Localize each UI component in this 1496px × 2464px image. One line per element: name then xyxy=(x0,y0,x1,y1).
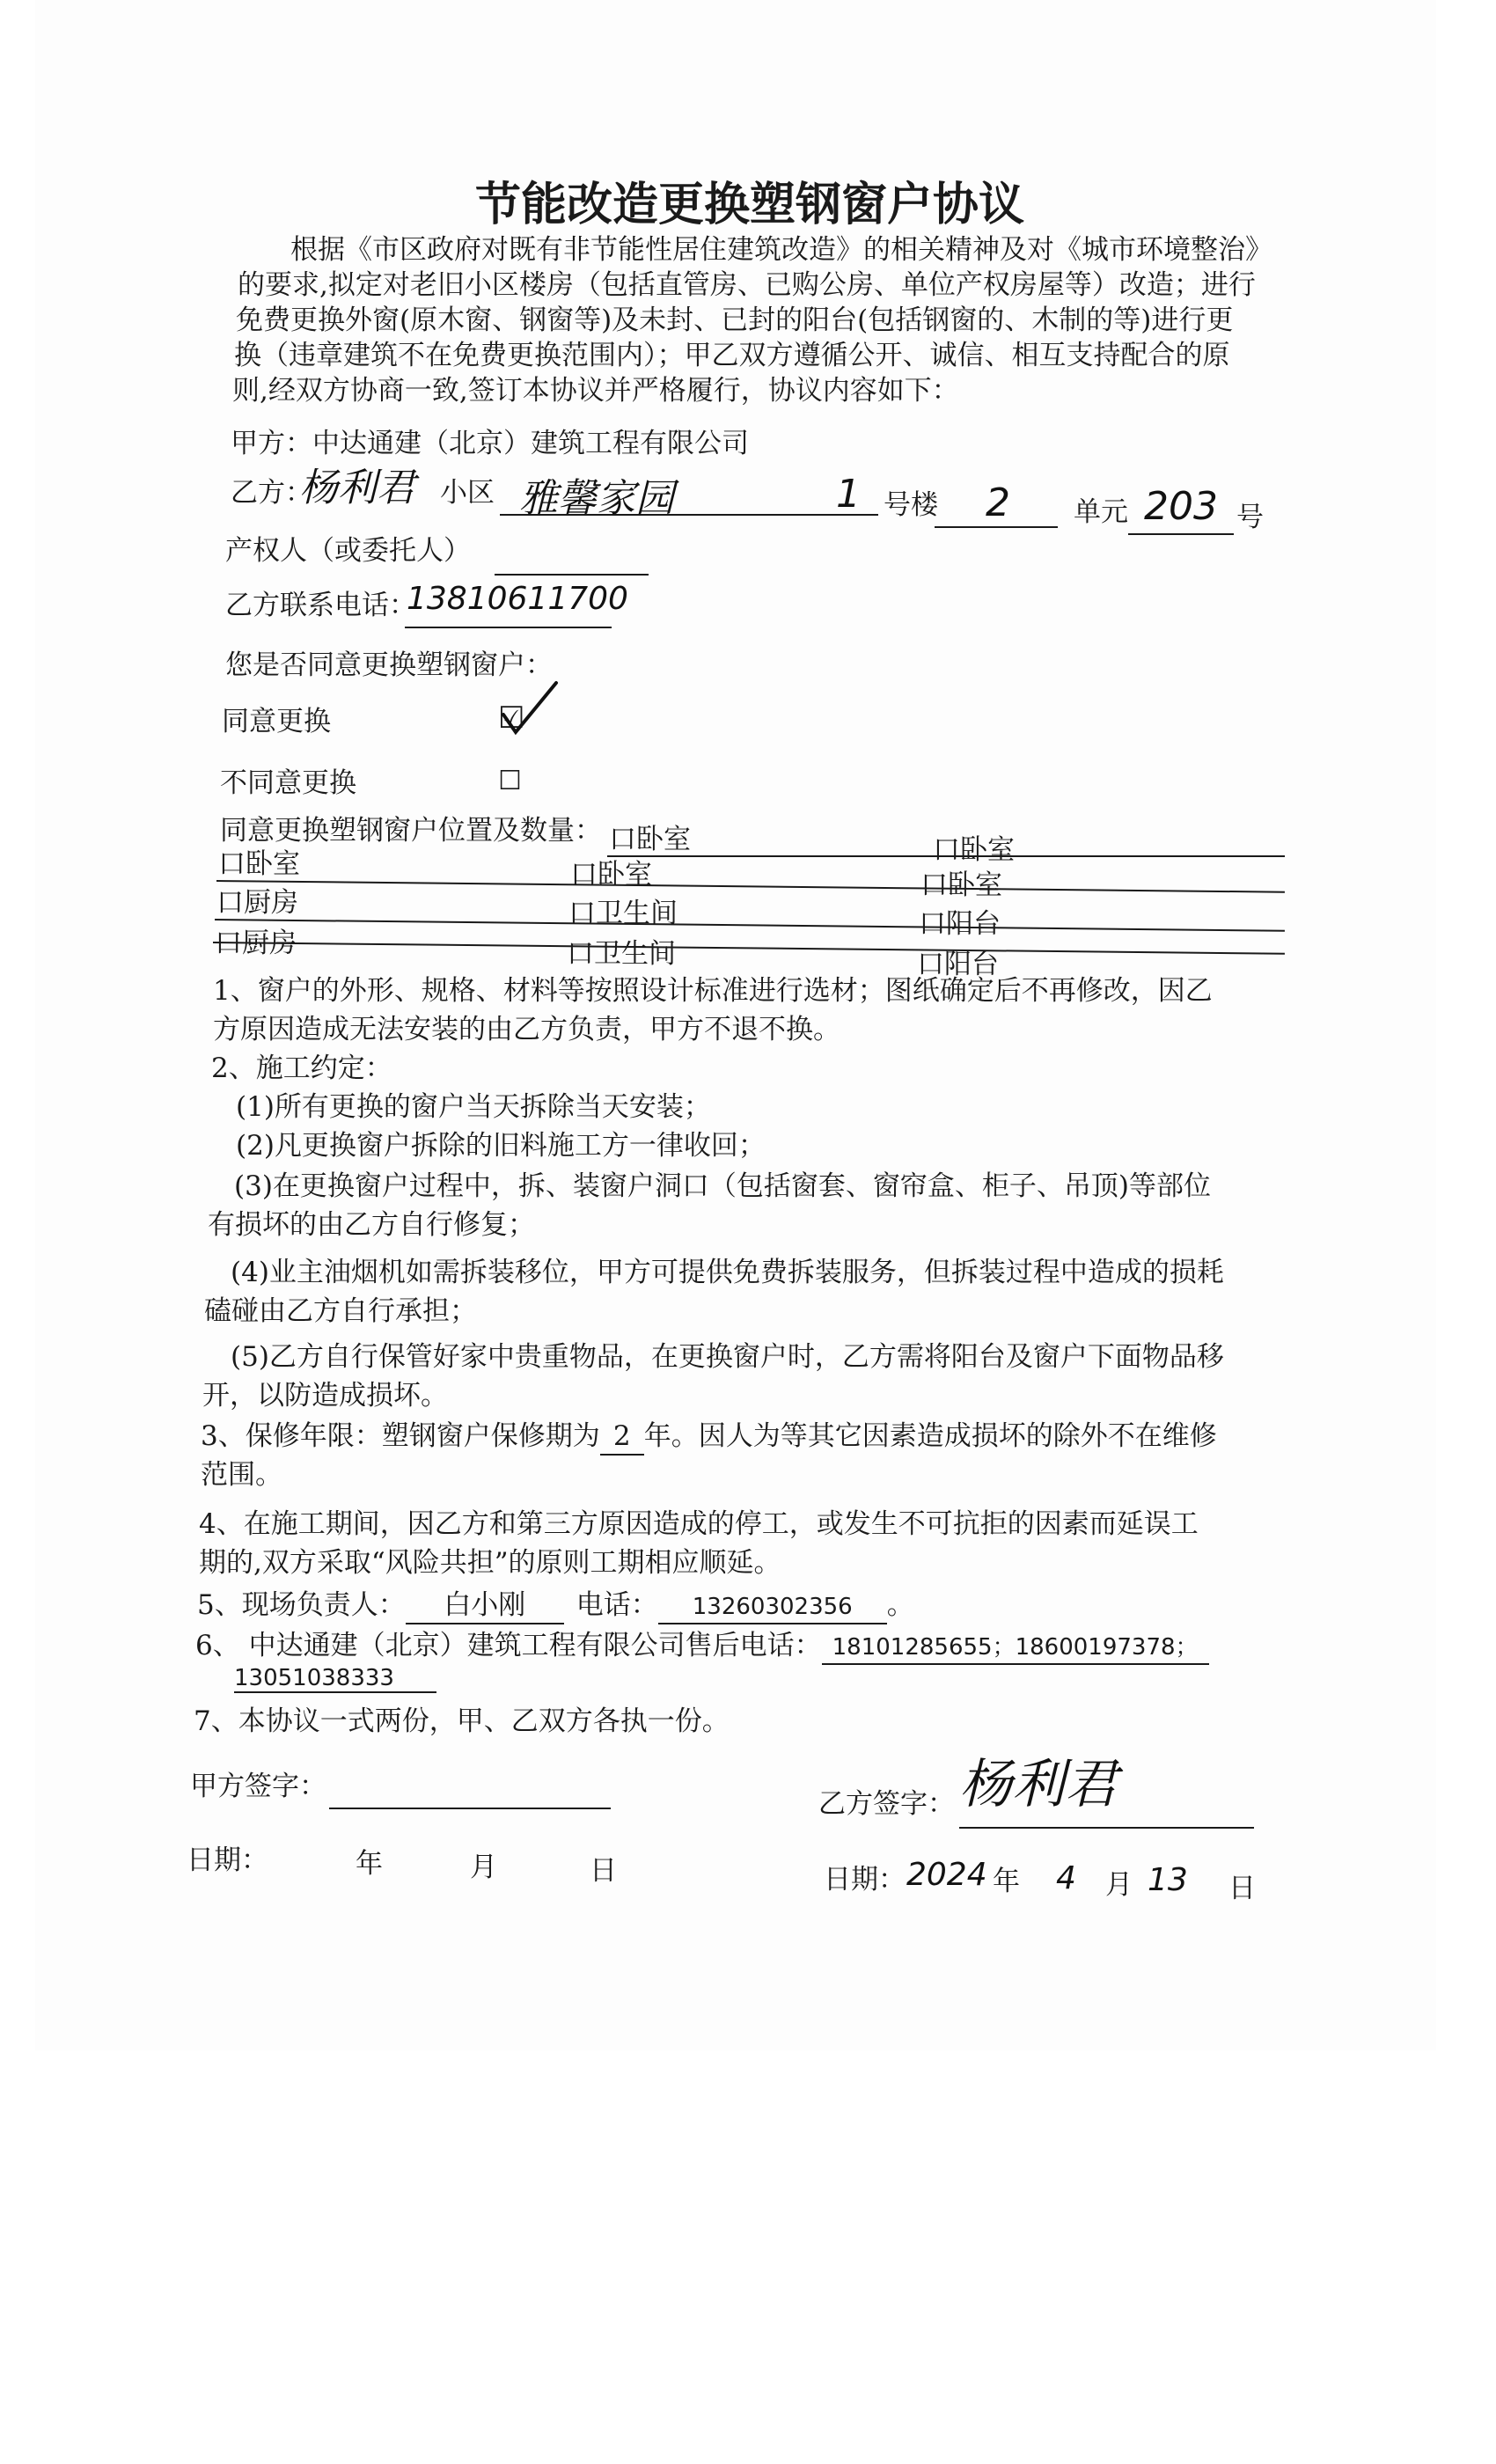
room-label: 号 xyxy=(1236,502,1264,533)
clause-2-item-5a: (5)乙方自行保管好家中贵重物品，在更换窗户时，乙方需将阳台及窗户下面物品移 xyxy=(231,1341,1224,1373)
clause-6-pre: 6、 中达通建（北京）建筑工程有限公司售后电话： xyxy=(195,1630,822,1661)
after-sales-tel-1: 18101285655；18600197378； xyxy=(822,1633,1209,1665)
owner-underline[interactable] xyxy=(495,574,649,576)
clause-2-item-4b: 磕碰由乙方自行承担； xyxy=(204,1295,477,1327)
party-b-sign-line xyxy=(959,1827,1254,1829)
party-a-sign-line[interactable] xyxy=(329,1808,611,1809)
clause-3-line-1 xyxy=(201,1419,1217,1456)
clause-6-line-1 xyxy=(195,1628,1209,1665)
phone-underline xyxy=(405,627,612,628)
party-b-date-month: 月 xyxy=(1105,1869,1133,1901)
party-a: 甲方：中达通建（北京）建筑工程有限公司 xyxy=(231,428,749,459)
room-handwritten: 203 xyxy=(1144,484,1218,529)
document-title: 节能改造更换塑钢窗户协议 xyxy=(475,179,1025,231)
consent-question: 您是否同意更换塑钢窗户： xyxy=(225,649,553,681)
intro-line-3: 免费更换外窗(原木窗、钢窗等)及未封、已封的阳台(包括钢窗的、木制的等)进行更 xyxy=(236,304,1234,336)
clause-1-line-1: 1、窗户的外形、规格、材料等按照设计标准进行选材；图纸确定后不再修改，因乙 xyxy=(213,975,1213,1007)
warranty-years: 2 xyxy=(600,1419,644,1456)
clause-5-tel-label: 电话： xyxy=(576,1589,658,1621)
phone-handwritten: 13810611700 xyxy=(407,581,628,617)
owner-label: 产权人（或委托人） xyxy=(225,535,471,567)
party-b-signature: 杨利君 xyxy=(959,1754,1118,1815)
position-kitchen-1[interactable]: 口厨房 xyxy=(216,887,298,919)
clause-5-pre: 5、现场负责人： xyxy=(197,1589,406,1621)
intro-line-1: 根据《市区政府对既有非节能性居住建筑改造》的相关精神及对《城市环境整治》 xyxy=(290,234,1272,266)
after-sales-tel-2: 13051038333 xyxy=(234,1665,436,1693)
site-manager-tel: 13260302356 xyxy=(658,1593,887,1624)
party-b-sign-label: 乙方签字： xyxy=(818,1788,955,1820)
party-a-date-day: 日 xyxy=(590,1855,617,1887)
position-bathroom-1[interactable]: 口卫生间 xyxy=(568,898,678,929)
clause-2-title: 2、施工约定： xyxy=(211,1052,392,1084)
intro-line-5: 则,经双方协商一致,签订本协议并严格履行，协议内容如下： xyxy=(232,375,959,407)
clause-2-item-3a: (3)在更换窗户过程中，拆、装窗户洞口（包括窗套、窗帘盒、柜子、吊顶)等部位 xyxy=(234,1170,1212,1202)
clause-4-line-1: 4、在施工期间，因乙方和第三方原因造成的停工，或发生不可抗拒的因素而延误工 xyxy=(199,1508,1199,1540)
clause-2-item-1: (1)所有更换的窗户当天拆除当天安装； xyxy=(236,1091,711,1123)
community-label: 小区 xyxy=(440,477,495,509)
clause-2-item-5b: 开，以防造成损坏。 xyxy=(202,1380,448,1412)
unit-underline xyxy=(935,526,1058,528)
position-balcony-2[interactable]: 口阳台 xyxy=(917,949,999,980)
party-b-date-label: 日期： xyxy=(824,1864,906,1896)
clause-4-line-2: 期的,双方采取“风险共担”的原则工期相应顺延。 xyxy=(199,1547,781,1579)
position-bedroom-1[interactable]: 口卧室 xyxy=(609,824,691,855)
clause-7: 7、本协议一式两份，甲、乙双方各执一份。 xyxy=(194,1705,730,1737)
party-b-date-day-value: 13 xyxy=(1148,1862,1188,1898)
intro-line-4: 换（违章建筑不在免费更换范围内）；甲乙双方遵循公开、诚信、相互支持配合的原 xyxy=(234,340,1230,371)
clause-2-item-2: (2)凡更换窗户拆除的旧料施工方一律收回； xyxy=(236,1130,766,1162)
party-b-date-year: 年 xyxy=(993,1866,1020,1897)
site-manager-name: 白小刚 xyxy=(406,1588,564,1624)
position-kitchen-2[interactable]: 口厨房 xyxy=(215,928,297,959)
unit-handwritten: 2 xyxy=(986,480,1010,525)
disagree-label: 不同意更换 xyxy=(220,767,356,799)
building-label: 号楼 xyxy=(884,489,938,521)
agree-label: 同意更换 xyxy=(222,706,331,737)
position-bedroom-4[interactable]: 口卧室 xyxy=(570,859,652,891)
clause-2-item-4a: (4)业主油烟机如需拆装移位，甲方可提供免费拆装服务，但拆装过程中造成的损耗 xyxy=(231,1257,1224,1288)
phone-label: 乙方联系电话： xyxy=(225,590,416,621)
party-a-date-month: 月 xyxy=(470,1852,497,1883)
party-a-date-label: 日期： xyxy=(187,1844,268,1876)
party-b-date-day: 日 xyxy=(1228,1873,1256,1904)
agree-checkbox[interactable]: ☑ xyxy=(498,700,525,736)
party-b-date-month-value: 4 xyxy=(1056,1860,1076,1896)
position-bedroom-3[interactable]: 口卧室 xyxy=(218,848,300,880)
clause-5-end: 。 xyxy=(886,1589,914,1621)
clause-6-line-2 xyxy=(234,1665,436,1693)
position-balcony-1[interactable]: 口阳台 xyxy=(919,908,1001,940)
disagree-checkbox[interactable]: ☐ xyxy=(498,766,522,796)
unit-label: 单元 xyxy=(1074,496,1128,528)
positions-label: 同意更换塑钢窗户位置及数量： xyxy=(220,815,602,847)
party-a-sign-label: 甲方签字： xyxy=(190,1771,326,1802)
room-underline xyxy=(1128,533,1234,535)
position-bedroom-2[interactable]: 口卧室 xyxy=(933,834,1015,866)
intro-line-2: 的要求,拟定对老旧小区楼房（包括直管房、已购公房、单位产权房屋等）改造；进行 xyxy=(238,269,1256,301)
clause-3-line-2: 范围。 xyxy=(201,1459,282,1491)
party-b-name-handwritten: 杨利君 xyxy=(299,466,415,510)
clause-5 xyxy=(197,1588,914,1624)
clause-1-line-2: 方原因造成无法安装的由乙方负责，甲方不退不换。 xyxy=(213,1014,840,1045)
party-b-date-year-value: 2024 xyxy=(906,1857,987,1893)
clause-3-post: 年。因人为等其它因素造成损坏的除外不在维修 xyxy=(643,1420,1217,1452)
position-bedroom-5[interactable]: 口卧室 xyxy=(920,869,1002,901)
positions-rule-0 xyxy=(607,855,1285,857)
position-bathroom-2[interactable]: 口卫生间 xyxy=(567,938,676,970)
clause-2-item-3b: 有损坏的由乙方自行修复； xyxy=(208,1209,535,1241)
building-handwritten: 1 xyxy=(836,472,861,517)
party-a-date-year: 年 xyxy=(356,1848,383,1880)
clause-3-pre: 3、保修年限：塑钢窗户保修期为 xyxy=(201,1420,600,1452)
checkmark-icon xyxy=(500,678,561,739)
community-handwritten: 雅馨家园 xyxy=(519,476,674,521)
party-b-label: 乙方： xyxy=(231,477,312,509)
